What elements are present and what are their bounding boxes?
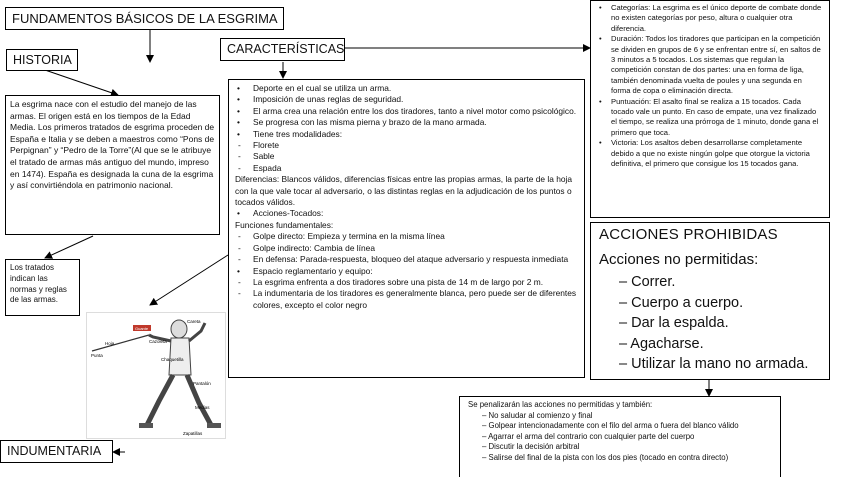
car-line: - En defensa: Parada-respuesta, bloqueo del ataque adversario y respuesta inmediata	[235, 254, 578, 265]
fencer-figure	[86, 312, 226, 439]
car-line: • El arma crea una relación entre los dos tiradores, tanto a nivel motor como psicológico.	[235, 106, 578, 117]
prohibida-item: – Utilizar la mano no armada.	[619, 356, 809, 372]
historia-text: La esgrima nace con el estudio del manejo de las armas. El origen está en los tiempos de la Edad Media. Los primeros tratados de esgrima proceden de España e Italia y se deben a maestros como “Pons de Perpignan” y “Pedro de la Torre”(Al que se le atribuye el tratado de armas más antiguo del mundo, impreso en 1474). España es designada la cuna de la esgrima y así convirtiéndola en patrimonio nacional.	[5, 95, 220, 235]
penalizada-item: – Salirse del final de la pista con los dos pies (tocado en contra directo)	[482, 452, 729, 462]
penalizada-item: – Discutir la decisión arbitral	[482, 442, 580, 452]
fig-label: Punta	[91, 353, 103, 358]
prohibida-item: – Correr.	[619, 274, 676, 290]
caracteristicas-content	[228, 79, 585, 378]
car-line: - La indumentaria de los tiradores es generalmente blanca, pero puede ser de diferentes colores, excepto el color negro	[235, 288, 578, 311]
fig-label: Medias	[195, 405, 210, 410]
fig-label: Hoja	[105, 341, 115, 346]
car-line: • Acciones-Tocados:	[235, 208, 578, 219]
prohibida-item: – Dar la espalda.	[619, 315, 729, 331]
detalles-box	[590, 0, 830, 218]
car-line: Funciones fundamentales:	[235, 219, 334, 230]
detalle-duracion: • Duración: Todos los tiradores que participan en la competición se dividen en grupos de 6 y se enfrentan entre sí, en saltos de 3 minutos a 5 tocados. Los sistemas que regulan la competición constan de dos partes: una en forma de liga, también denominada vuelta de poules y una segunda en forma de copa o eliminación directa.	[595, 34, 823, 96]
fig-label: Chaquetilla	[161, 357, 184, 362]
penalizada-item: – Agarrar el arma del contrario con cualquier parte del cuerpo	[482, 431, 695, 441]
car-line: • Se progresa con las misma pierna y brazo de la mano armada.	[235, 117, 578, 128]
fencer-illustration	[87, 313, 225, 438]
detalle-categorias: • Categorías: La esgrima es el único deporte de combate donde no existen categorías por peso, altura o cualquier otra diferencia.	[595, 3, 823, 34]
penalizada-item: – Golpear intencionadamente con el filo del arma o fuera del blanco válido	[482, 421, 739, 431]
acciones-prohibidas-box	[590, 222, 830, 380]
historia-note: Los tratados indican las normas y reglas de las armas.	[5, 259, 80, 316]
car-line: • Deporte en el cual se utiliza un arma.	[235, 83, 578, 94]
arrow-historia-to-text	[45, 70, 118, 95]
car-line: - Sable	[235, 151, 578, 162]
fig-label: Cazoleta	[149, 339, 167, 344]
prohibidas-sub: Acciones no permitidas:	[599, 250, 759, 268]
prohibidas-heading: ACCIONES PROHIBIDAS	[599, 226, 778, 243]
car-line: • Tiene tres modalidades:	[235, 129, 578, 140]
car-line: - Golpe directo: Empieza y termina en la misma línea	[235, 231, 578, 242]
fig-label: Guante	[135, 326, 149, 331]
fig-label: Zapatillas	[183, 431, 203, 436]
indumentaria-label: INDUMENTARIA	[0, 440, 113, 463]
prohibida-item: – Agacharse.	[619, 335, 704, 352]
car-line: - La esgrima enfrenta a dos tiradores sobre una pista de 14 m de largo por 2 m.	[235, 277, 578, 288]
car-line: - Espada	[235, 163, 578, 174]
car-line: • Espacio reglamentario y equipo:	[235, 266, 578, 277]
fig-label: Careta	[187, 319, 201, 324]
penalizadas-box	[459, 396, 781, 477]
car-line: • Imposición de unas reglas de seguridad.	[235, 94, 578, 105]
prohibida-item: – Cuerpo a cuerpo.	[619, 294, 744, 311]
penalizada-item: – No saludar al comienzo y final	[482, 410, 593, 420]
detalle-puntuacion: • Puntuación: El asalto final se realiza a 15 tocados. Cada tocado vale un punto. En caso de empate, una vez finalizado el tiempo, se realiza una prórroga de 1 minuto, donde gana el primero que toca.	[595, 97, 823, 139]
arrow-caracteristicas-to-figure	[150, 255, 228, 305]
fig-label: Pantalón	[193, 381, 211, 386]
penalizadas-intro: Se penalizarán las acciones no permitidas y también:	[468, 400, 653, 409]
car-line: - Florete	[235, 140, 578, 151]
main-title: FUNDAMENTOS BÁSICOS DE LA ESGRIMA	[5, 7, 284, 30]
caracteristicas-label: CARACTERÍSTICAS	[220, 38, 345, 61]
arrow-historia-to-note	[45, 236, 93, 258]
car-line: - Golpe indirecto: Cambia de línea	[235, 243, 578, 254]
car-line: Diferencias: Blancos válidos, diferencias físicas entre las propias armas, la parte de la hoja con la que vale tocar al adversario, o las distintas reglas en la adjudicación de los puntos o tocados válidos.	[235, 174, 573, 208]
detalle-victoria: • Victoria: Los asaltos deben desarrollarse completamente debido a que no existe ningún golpe que otorgue la victoria definitiva, el primero que consigue los 15 tocados gana.	[595, 138, 823, 169]
historia-label: HISTORIA	[6, 49, 78, 71]
